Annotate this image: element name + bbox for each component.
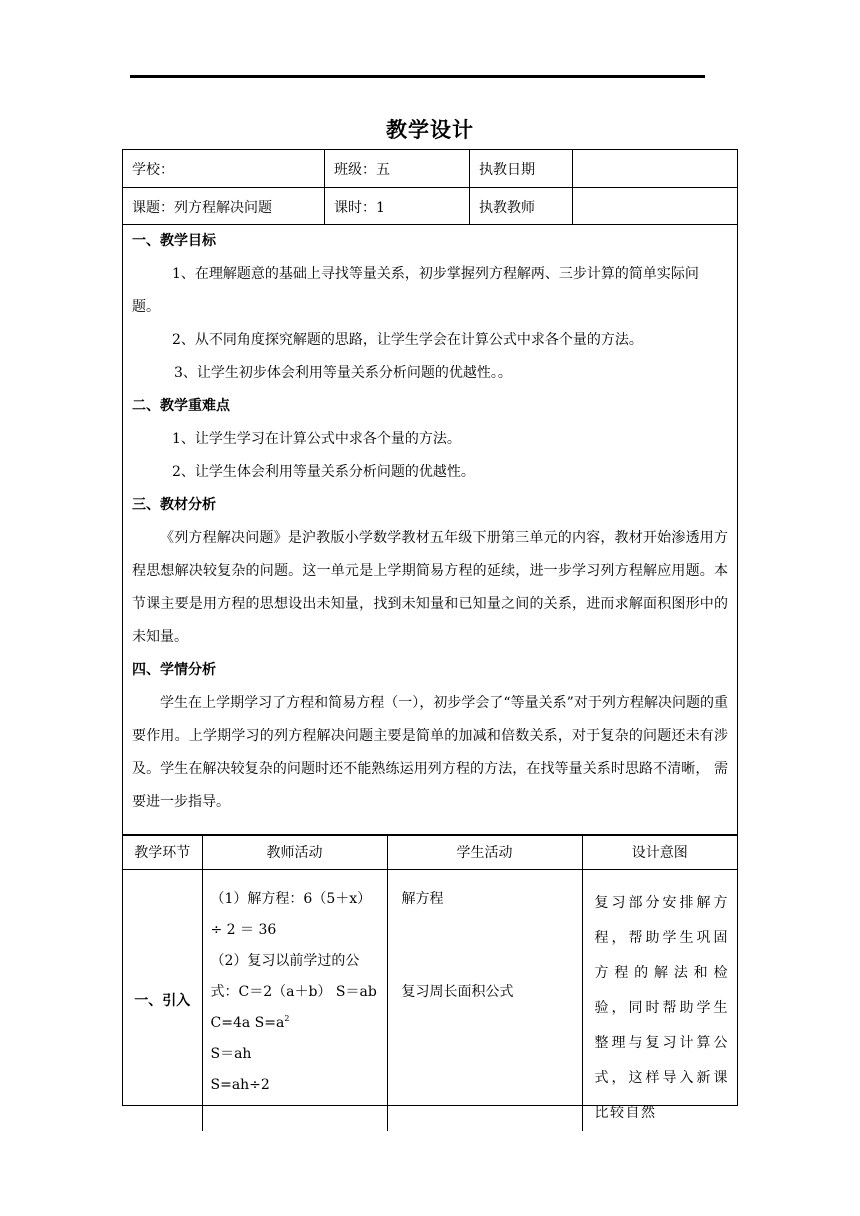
header-stage: 教学环节 [123, 836, 202, 869]
goal-1-cont: 题。 [132, 299, 160, 315]
student-activity-1: 解方程 [401, 890, 444, 907]
student-analysis-heading: 四、学情分析 [132, 662, 216, 678]
hours-cell: 课时：1 [325, 188, 470, 225]
goal-2: 2、从不同角度探究解题的思路，让学生学会在计算公式中求各个量的方法。 [172, 332, 643, 348]
material-heading: 三、教材分析 [132, 497, 216, 513]
header-student: 学生活动 [387, 836, 582, 869]
page-title: 教学设计 [386, 118, 474, 142]
teacher-value-cell [573, 188, 737, 225]
teacher-line [211, 1008, 381, 1039]
key-point-2: 2、让学生体会利用等量关系分析问题的优越性。 [172, 464, 475, 480]
content-section [122, 225, 738, 835]
design-intent-cell: 复习部分安排解方程，帮助学生巩固方程的解法和检验，同时帮助学生整理与复习计算公式，这样导入新课比较自然 [582, 869, 737, 1131]
info-row-1 [123, 150, 737, 188]
key-point-1: 1、让学生学习在计算公式中求各个量的方法。 [172, 431, 461, 447]
teacher-line: S=ah÷2 [210, 1076, 270, 1093]
stage-cell: 一、引入 [123, 869, 202, 1131]
teacher-line: （1）解方程：6（5＋x） [210, 890, 372, 907]
teacher-activity-cell [202, 869, 387, 1131]
process-header-row [123, 836, 737, 869]
teacher-line: （2）复习以前学过的公 [210, 952, 360, 969]
key-points-heading: 二、教学重难点 [132, 398, 230, 414]
student-activity-cell [387, 869, 582, 1131]
goals-heading: 一、教学目标 [132, 233, 216, 249]
formula-exponent: 2 [284, 1013, 290, 1023]
process-row [123, 869, 737, 1131]
info-row-2 [123, 188, 737, 225]
topic-cell: 课题：列方程解决问题 [123, 188, 325, 225]
school-cell: 学校： [123, 150, 325, 187]
student-activity-2: 复习周长面积公式 [401, 983, 514, 1000]
top-rule [130, 75, 705, 78]
header-intent: 设计意图 [582, 836, 737, 869]
teacher-line: ÷ 2 ＝ 36 [210, 921, 277, 938]
info-table [122, 149, 738, 225]
goal-1 [132, 258, 728, 324]
header-teacher: 教师活动 [202, 836, 387, 869]
teacher-line: S＝ah [210, 1045, 252, 1062]
date-value-cell [573, 150, 737, 187]
goal-3: 3、让学生初步体会利用等量关系分析问题的优越性。。 [174, 365, 512, 381]
student-analysis-text: 学生在上学期学习了方程和简易方程（一），初步学会了“等量关系”对于列方程解决问题的重要作用。上学期学习的列方程解决问题主要是简单的加减和倍数关系，对于复杂的问题还未有涉及。学生在解决较复杂的问题时还不能熟练运用列方程的方法，在找等量关系时思路不清晰， 需要进一步指导。 [132, 695, 728, 810]
process-table [122, 835, 738, 1121]
date-label-cell: 执教日期 [470, 150, 573, 187]
material-text: 《列方程解决问题》是沪教版小学数学教材五年级下册第三单元的内容，教材开始渗透用方程思想解决较复杂的问题。这一单元是上学期简易方程的延续，进一步学习列方程解应用题。本节课主要是用方程的思想设出未知量，找到未知量和已知量之间的关系，进而求解面积图形中的未知量。 [132, 530, 728, 645]
teacher-line: 式：C＝2（a＋b） S＝ab [210, 983, 377, 1000]
goal-1-line: 1、在理解题意的基础上寻找等量关系，初步掌握列方程解两、三步计算的简单实际问 [172, 266, 699, 282]
teacher-label-cell: 执教教师 [470, 188, 573, 225]
formula-square: C=4a S=a [210, 1014, 285, 1031]
class-cell: 班级：五 [325, 150, 470, 187]
